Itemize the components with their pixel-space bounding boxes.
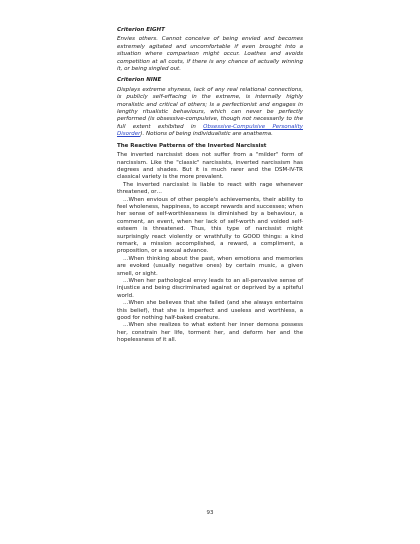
body-paragraph: The inverted narcissist is liable to react with rage whenever threatened, or… [117,181,303,196]
criterion-body-text: ). Notions of being individualistic are anathema. [140,131,273,138]
body-paragraph: …When she realizes to what extent her inner demons possess her, constrain her life, torment her, and deform her and the hopelessness of it all. [117,322,303,344]
criterion-body-text: Displays extreme shyness, lack of any real relational connections, is publicly self-effacing in the extreme, is internally highly moralistic and critical of others; Is a perfectionist and engages in lengthy ritualistic behaviours, which can never be perfectly performed (is obsessive-compulsive, though not necessarily to the full extent exhibited in [117,86,303,130]
criterion-title: Criterion NINE [117,77,162,84]
body-paragraph: …When thinking about the past, when emotions and memories are evoked (usually negative ones) by certain music, a given smell, or sight. [117,255,303,277]
criterion-body [117,87,303,139]
page-content [117,27,303,345]
criterion-eight [117,27,303,73]
reactive-patterns-section [117,143,303,345]
ocpd-link[interactable]: Obsessive-Compulsive Personality Disorder [117,123,303,138]
body-paragraph: …When envious of other people's achievements, their ability to feel wholeness, happiness, to accept rewards and successes; when her sense of self-worthlessness is diminished by a behaviour, a comment, an event, when her lack of self-worth and voided self-esteem is threatened. Thus, this type of narcissist might surprisingly react violently or wrathfully to GOOD things: a kind remark, a mission accomplished, a reward, a compliment, a proposition, or a sexual advance. [117,196,303,255]
criterion-nine [117,77,303,138]
body-paragraph: …When her pathological envy leads to an all-pervasive sense of injustice and being discriminated against or deprived by a spiteful world. [117,278,303,299]
body-paragraph: …When she believes that she failed (and she always entertains this belief), that she is imperfect and useless and worthless, a good for nothing half-baked creature. [117,300,303,322]
page-number: 93 [206,510,214,516]
criterion-body: Envies others. Cannot conceive of being envied and becomes extremely agitated and uncomfortable if even brought into a situation where comparison might occur. Loathes and avoids competition at all costs, if there is any chance of actually winning it, or being singled out. [117,36,303,73]
body-paragraph: The inverted narcissist does not suffer from a "milder" form of narcissism. Like the "classic" narcissists, inverted narcissism has degrees and shades. But it is much rarer and the DSM-IV-TR classical variety is the more prevalent. [117,152,303,181]
criterion-title: Criterion EIGHT [117,27,165,33]
section-heading: The Reactive Patterns of the Inverted Narcissist [117,142,267,149]
